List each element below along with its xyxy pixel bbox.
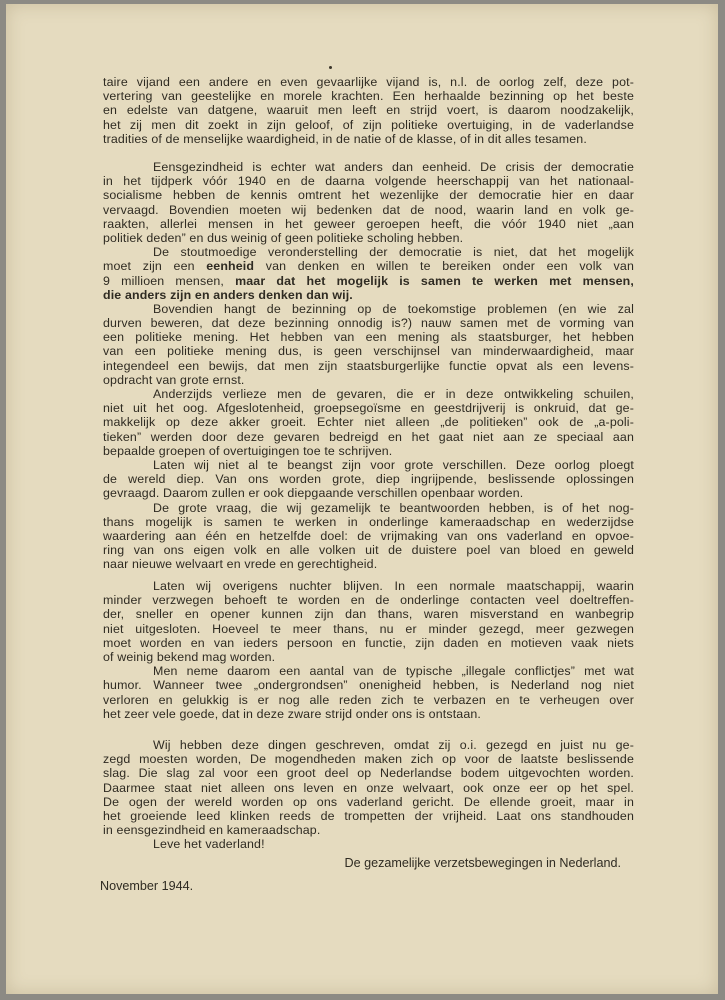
bold-text: die anders zijn en anders denken dan wij. [103, 287, 353, 302]
paragraph [103, 245, 634, 302]
paragraph [103, 501, 634, 572]
text-line [103, 259, 634, 273]
text-segment: van denken en willen te bereiken onder een volk van [254, 259, 634, 274]
signature: De gezamelijke verzetsbewegingen in Nederland. [344, 856, 621, 870]
document-page [6, 4, 718, 994]
text-block-1 [103, 75, 634, 146]
paragraph [103, 664, 634, 721]
paragraph [103, 160, 634, 245]
paragraph [103, 75, 634, 146]
text-line: De grote vraag, die wij gezamelijk te beantwoorden hebben, is of het nog- [153, 500, 634, 515]
text-line: thans mogelijk is samen te werken in onderlinge kameraadschap en wederzijdse [103, 514, 634, 529]
text-line: ring van ons eigen volk en alle volken uit de duistere poel van bloed en geweld [103, 543, 634, 558]
text-line: De stoutmoedige veronderstelling der democratie is niet, dat het mogelijk [153, 245, 634, 260]
text-line: naar nieuwe welvaart en vrede en gerechtigheid. [103, 557, 378, 572]
text-line: Men neme daarom een aantal van de typische „illegale conflictjes” met wat [153, 664, 634, 679]
paragraph [103, 387, 634, 458]
text-block-3 [103, 579, 634, 721]
text-line: niet uit het oog. Afgeslotenheid, groepsegoïsme en geestdrijverij is onkruid, dat ge- [103, 401, 634, 416]
text-line: makkelijk op deze akker groeit. Echter niet alleen „de politieken” ook de „a-poli- [103, 415, 634, 430]
text-line: integendeel een bewijs, dat men zijn staatsburgerlijke functie opvat als een levens- [103, 358, 634, 373]
text-line: gevraagd. Daarom zullen er ook diepgaande verschillen openbaar worden. [103, 486, 524, 501]
text-block-2 [103, 160, 634, 571]
text-line: of weinig bekend mag worden. [103, 649, 276, 664]
text-line: het groeiende leed klinken reeds de trompetten der vrijheid. Laat ons standhouden [103, 808, 634, 823]
paragraph [103, 837, 634, 851]
text-line: raakten, allerlei mensen in het geweer geroepen heeft, die vóór 1940 niet „aan [103, 216, 634, 231]
text-line: bepaalde groepen of overtuigingen toe te schrijven. [103, 443, 393, 458]
text-line: Laten wij overigens nuchter blijven. In een normale maatschappij, waarin [153, 579, 634, 593]
text-line: het zeer vele goede, dat in deze zware strijd onder ons is ontstaan. [103, 706, 482, 721]
text-line: zegd moesten worden, De mogendheden maken zich op voor de laatste beslissende [103, 752, 634, 767]
text-line: durven beweren, dat deze bezinning onnodig is?) nauw samen met de vorming van [103, 316, 634, 331]
paragraph [103, 579, 634, 664]
text-line: politiek deden” en dus weinig of geen politieke scholing hebben. [103, 230, 464, 245]
text-line: niet uitgesloten. Hoeveel te meer thans, nu er minder gezegd, meer gezwegen [103, 621, 634, 636]
text-line: moet worden en van ieders persoon en functie, zijn daden en motieven vaak niets [103, 635, 634, 650]
text-line [103, 288, 634, 302]
text-line: Bovendien hangt de bezinning op de toekomstige problemen (en wie zal [153, 301, 634, 316]
paragraph [103, 738, 634, 837]
text-line: opdracht van grote ernst. [103, 372, 245, 387]
text-line: der, sneller en opener kunnen zijn dan thans, waren misverstand en wanbegrip [103, 607, 634, 622]
text-line: Leve het vaderland! [153, 837, 265, 852]
text-line: waardering aan één en hetzelfde doel: de vrijmaking van ons vaderland en opvoe- [103, 528, 634, 543]
text-line: in het tijdperk vóór 1940 en de daarna volgende heerschappij van het nationaal- [103, 174, 634, 189]
paragraph [103, 458, 634, 501]
bold-text: eenheid [206, 259, 255, 274]
text-line: vervaagd. Bovendien moeten wij bedenken dat de nood, waarin land en volk ge- [103, 202, 634, 217]
text-line: slag. Die slag zal voor een groot deel op Nederlandse bodem uitgevochten worden. [103, 766, 634, 781]
text-line: van een politieke mening dus, is geen verschijnsel van minderwaardigheid, maar [103, 344, 634, 359]
date: November 1944. [100, 879, 194, 893]
text-line: minder verzwegen behoeft te worden en de onderlinge contacten veel doeltreffen- [103, 593, 634, 608]
text-line: de wereld diep. Van ons worden grote, diep ingrijpende, beslissende oplossingen [103, 472, 634, 487]
page-mark [329, 66, 332, 69]
text-line: socialisme hebben de kennis omtrent het wezenlijke der democratie hier en daar [103, 188, 634, 203]
paragraph [103, 302, 634, 387]
text-line: humor. Wanneer twee „ondergrondsen” onenigheid hebben, is Nederland nog niet [103, 678, 634, 693]
text-line: Daarmee staat niet alleen ons leven en onze welvaart, ook onze eer op het spel. [103, 780, 634, 795]
text-line: Anderzijds verlieze men de gevaren, die er in deze ontwikkeling schuilen, [153, 387, 634, 401]
text-line: verloren en gelukkig is er nog alle reden zich te verbazen en te verheugen over [103, 692, 634, 707]
text-line: De ogen der wereld worden op ons vaderland gericht. De ellende groeit, maar in [103, 794, 634, 809]
text-line: tradities of de menselijke waardigheid, in de natie of de klasse, of in dit alles tesamen. [103, 131, 587, 146]
text-block-4 [103, 738, 634, 852]
text-line: taire vijand een andere en even gevaarlijke vijand is, n.l. de oorlog zelf, deze pot- [103, 75, 634, 89]
bold-text: maar dat het mogelijk is samen te werken met mensen, [235, 273, 634, 288]
text-line: een politieke mening. Het hebben van een mening als staatsburger, het hebben [103, 330, 634, 345]
text-line [103, 274, 634, 288]
text-line: Laten wij niet al te beangst zijn voor grote verschillen. Deze oorlog ploegt [153, 457, 634, 472]
text-line: vertering van geestelijke en morele krachten. Een herhaalde bezinning op het beste [103, 89, 634, 104]
text-line: Eensgezindheid is echter wat anders dan eenheid. De crisis der democratie [153, 160, 634, 174]
text-line: en edelste van datgene, waaruit men leeft en strijd voert, is daarom noodzakelijk, [103, 103, 634, 118]
text-segment: moet zijn een [103, 259, 207, 274]
text-line: het zij men dit zoekt in zijn geloof, of zijn politieke overtuiging, in de vaderlandse [103, 117, 634, 132]
text-line: in eensgezindheid en kameraadschap. [103, 823, 321, 838]
text-segment: 9 millioen mensen, [103, 273, 236, 288]
text-line: tieken” werden door deze gevaren bedreigd en het gaat niet aan ze speciaal aan [103, 429, 634, 444]
text-line: Wij hebben deze dingen geschreven, omdat zij o.i. gezegd en juist nu ge- [153, 738, 634, 752]
